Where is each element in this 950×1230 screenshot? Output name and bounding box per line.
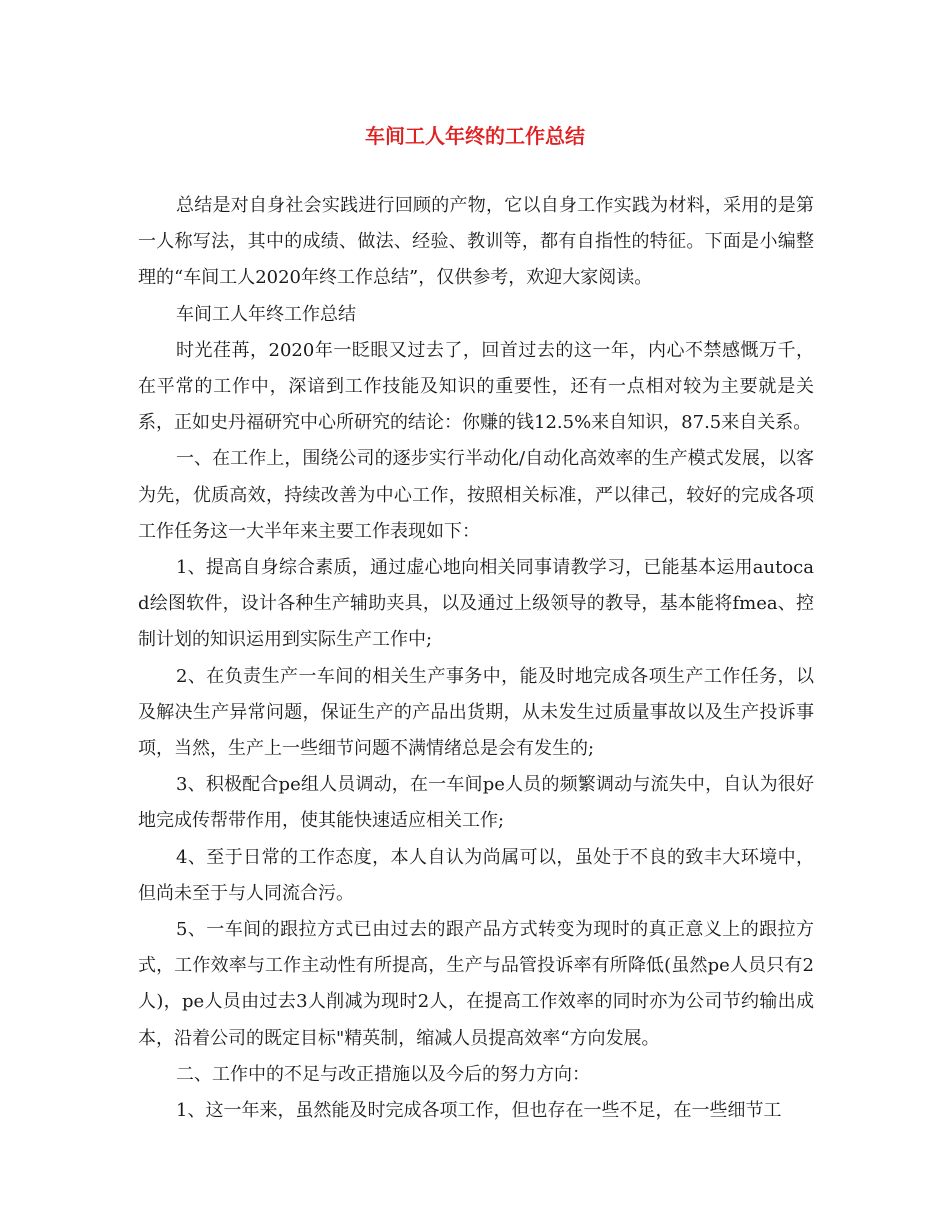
paragraph-item-5: 5、一车间的跟拉方式已由过去的跟产品方式转变为现时的真正意义上的跟拉方式，工作效率与工作主动性有所提高，生产与品管投诉率有所降低(虽然pe人员只有2人)，pe人员由过去3人削减为现时2人，在提高工作效率的同时亦为公司节约输出成本，沿着公司的既定目标"精英制，缩减人员提高效率“方向发展。 [138,919,814,1049]
paragraph-opening: 时光荏苒，2020年一眨眼又过去了，回首过去的这一年，内心不禁感慨万千，在平常的工作中，深谙到工作技能及知识的重要性，还有一点相对较为主要就是关系，正如史丹福研究中心所研究的结论：你赚的钱12.5%来自知识，87.5来自关系。 [138,339,814,434]
paragraph-section-two-item-1: 1、这一年来，虽然能及时完成各项工作，但也存在一些不足，在一些细节工 [176,1100,782,1122]
document-title: 车间工人年终的工作总结 [365,124,585,148]
paragraph-item-1: 1、提高自身综合素质，通过虚心地向相关同事请教学习，已能基本运用autocad绘图软件，设计各种生产辅助夹具，以及通过上级领导的教导，基本能将fmea、控制计划的知识运用到实际生产工作中; [138,557,814,651]
paragraph-section-one: 一、在工作上，围绕公司的逐步实行半动化/自动化高效率的生产模式发展，以客为先，优质高效，持续改善为中心工作，按照相关标准，严以律己，较好的完成各项工作任务这一大半年来主要工作表现如下： [138,448,814,542]
paragraph-item-3: 3、积极配合pe组人员调动，在一车间pe人员的频繁调动与流失中，自认为很好地完成传帮带作用，使其能快速适应相关工作; [138,774,814,832]
paragraph-item-4: 4、至于日常的工作态度，本人自认为尚属可以，虽处于不良的致丰大环境中，但尚未至于与人同流合污。 [138,846,814,904]
paragraph-section-two: 二、工作中的不足与改正措施以及今后的努力方向： [176,1063,590,1085]
paragraph-subtitle: 车间工人年终工作总结 [176,303,356,325]
paragraph-intro: 总结是对自身社会实践进行回顾的产物，它以自身工作实践为材料，采用的是第一人称写法，其中的成绩、做法、经验、教训等，都有自指性的特征。下面是小编整理的“车间工人2020年终工作总结”，仅供参考，欢迎大家阅读。 [138,195,814,289]
paragraph-item-2: 2、在负责生产一车间的相关生产事务中，能及时地完成各项生产工作任务，以及解决生产异常问题，保证生产的产品出货期，从未发生过质量事故以及生产投诉事项，当然，生产上一些细节问题不满情绪总是会有发生的; [138,665,814,760]
document-body [138,188,814,1129]
